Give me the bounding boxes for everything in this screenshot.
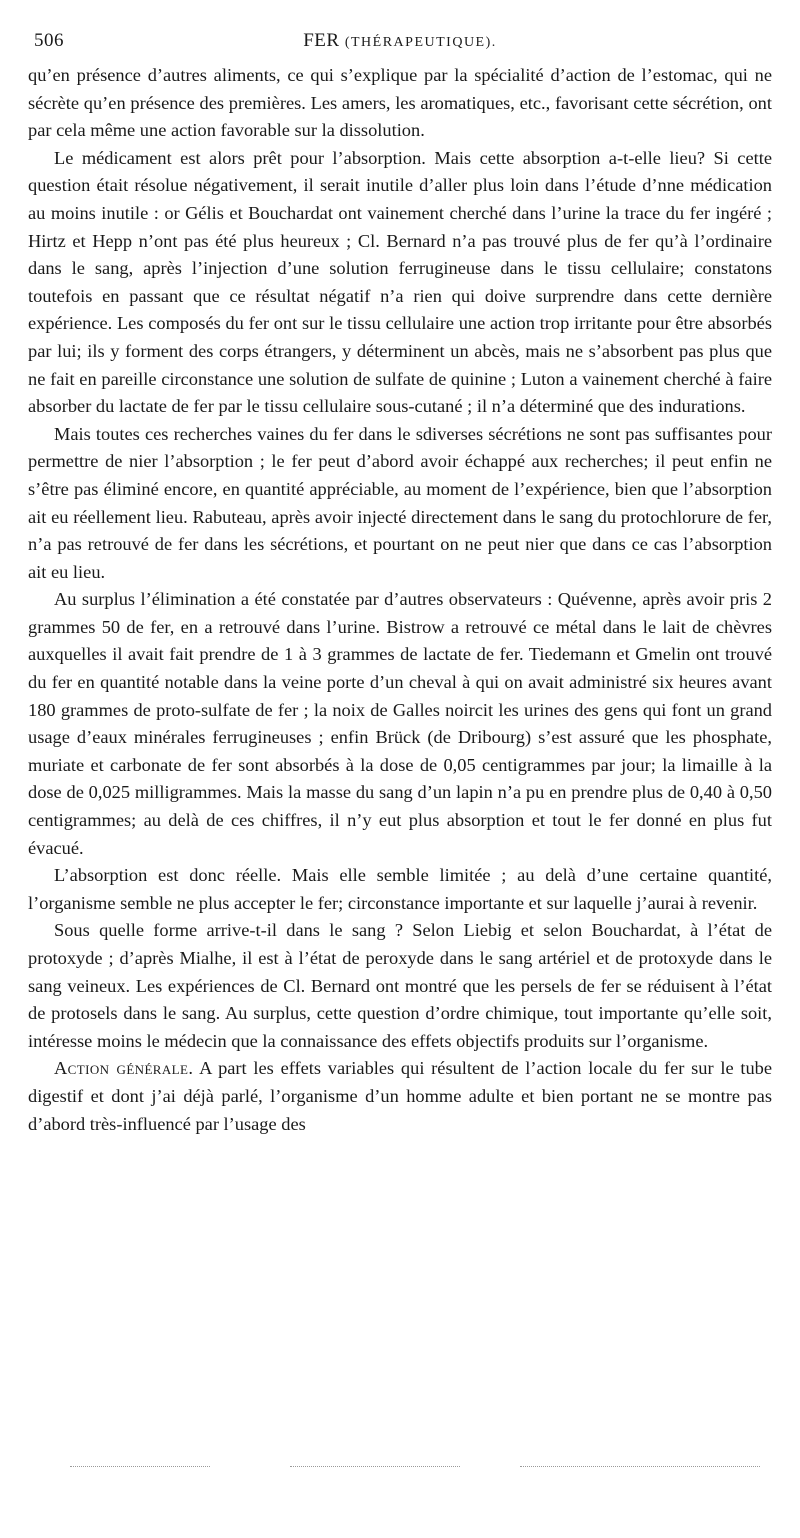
section-heading: Action générale. bbox=[54, 1058, 194, 1079]
paragraph: Au surplus l’élimination a été constatée par d’autres observateurs : Quévenne, après avoir pris 2 grammes 50 de fer, en a retrouvé dans l’urine. Bistrow a retrouvé ce métal dans le lait de chèvres auxquelles il avait fait prendre de 1 à 3 grammes de lactate de fer. Tiedemann et Gmelin ont trouvé du fer en quantité notable dans la veine porte d’un cheval à qui on avait administré six heures avant 180 grammes de proto-sulfate de fer ; la noix de Galles noircit les urines des gens qui font un grand usage d’eaux minérales ferrugineuses ; enfin Brück (de Dribourg) s’est assuré que les phosphate, muriate et carbonate de fer sont absorbés à la dose de 0,05 centigrammes par jour; la limaille à la dose de 0,025 milligrammes. Mais la masse du sang d’un lapin n’a pu en prendre plus de 0,40 à 0,50 centigrammes; au delà de ces chiffres, il n’y eut plus absorption et tout le fer donné en plus fut évacué. bbox=[28, 589, 772, 858]
page-number: 506 bbox=[34, 30, 64, 51]
paragraph: qu’en présence d’autres aliments, ce qui s’explique par la spécialité d’action de l’estomac, qui ne sécrète qu’en présence des premières. Les amers, les aromatiques, etc., favorisant cette sécrétion, ont par cela même une action favorable sur la dissolution. bbox=[28, 65, 772, 141]
running-title bbox=[28, 30, 772, 52]
body-text bbox=[28, 62, 772, 1138]
running-title-main: FER bbox=[303, 30, 340, 51]
paragraph: Mais toutes ces recherches vaines du fer dans le sdiverses sécrétions ne sont pas suffisantes pour permettre de nier l’absorption ; le fer peut d’abord avoir échappé aux recherches; il peut enfin ne s’être pas éliminé encore, en quantité appréciable, au moment de l’expérience, bien que l’absorption ait eu réellement lieu. Rabuteau, après avoir injecté directement dans le sang du protochlorure de fer, n’a pas retrouvé de fer dans les sécrétions, et pourtant on ne peut nier que dans ce cas l’absorption ait eu lieu. bbox=[28, 423, 772, 582]
footer-rule bbox=[70, 1466, 210, 1467]
book-page bbox=[28, 28, 772, 1138]
section-text: A part les effets variables qui résultent de l’action locale du fer sur le tube digestif et dont j’ai déjà parlé, l’organisme d’un homme adulte et bien portant ne se montre pas d’abord très-influencé par l’usage des bbox=[28, 1058, 773, 1134]
running-title-sub: (THÉRAPEUTIQUE). bbox=[344, 35, 497, 50]
paragraph: Sous quelle forme arrive-t-il dans le sang ? Selon Liebig et selon Bouchardat, à l’état de protoxyde ; d’après Mialhe, il est à l’état de peroxyde dans le sang artériel et de protoxyde dans le sang veineux. Les expériences de Cl. Bernard ont montré que les persels de fer se réduisent à l’état de protosels dans le sang. Au surplus, cette question d’ordre chimique, tout importante qu’elle soit, intéresse moins le médecin que la connaissance des effets objectifs produits sur l’organisme. bbox=[28, 920, 772, 1051]
running-head bbox=[28, 28, 772, 62]
paragraph: Le médicament est alors prêt pour l’absorption. Mais cette absorption a-t-elle lieu? Si cette question était résolue négativement, il serait inutile d’aller plus loin dans l’étude d’nne médication au moins inutile : or Gélis et Bouchardat ont vainement cherché dans l’urine la trace du fer ingéré ; Hirtz et Hepp n’ont pas été plus heureux ; Cl. Bernard n’a pas trouvé plus de fer qu’à l’ordinaire dans le sang, après l’injection d’une solution ferrugineuse dans le tissu cellulaire; constatons toutefois en passant que ce résultat négatif n’a rien qui doive surprendre dans cette dernière expérience. Les composés du fer ont sur le tissu cellulaire une action trop irritante pour être absorbés par lui; ils y forment des corps étrangers, y déterminent un abcès, mais ne s’absorbent pas plus que ne fait en pareille circonstance une solution de sulfate de quinine ; Luton a vainement cherché à faire absorber du lactate de fer par le tissu cellulaire sous-cutané ; il n’a déterminé que des indurations. bbox=[28, 147, 772, 417]
footer-rule bbox=[520, 1466, 760, 1467]
section-paragraph bbox=[28, 1055, 772, 1138]
paragraph: L’absorption est donc réelle. Mais elle semble limitée ; au delà d’une certaine quantité, l’organisme semble ne plus accepter le fer; circonstance importante et sur laquelle j’aurai à revenir. bbox=[28, 865, 772, 913]
footer-rule bbox=[290, 1466, 460, 1467]
